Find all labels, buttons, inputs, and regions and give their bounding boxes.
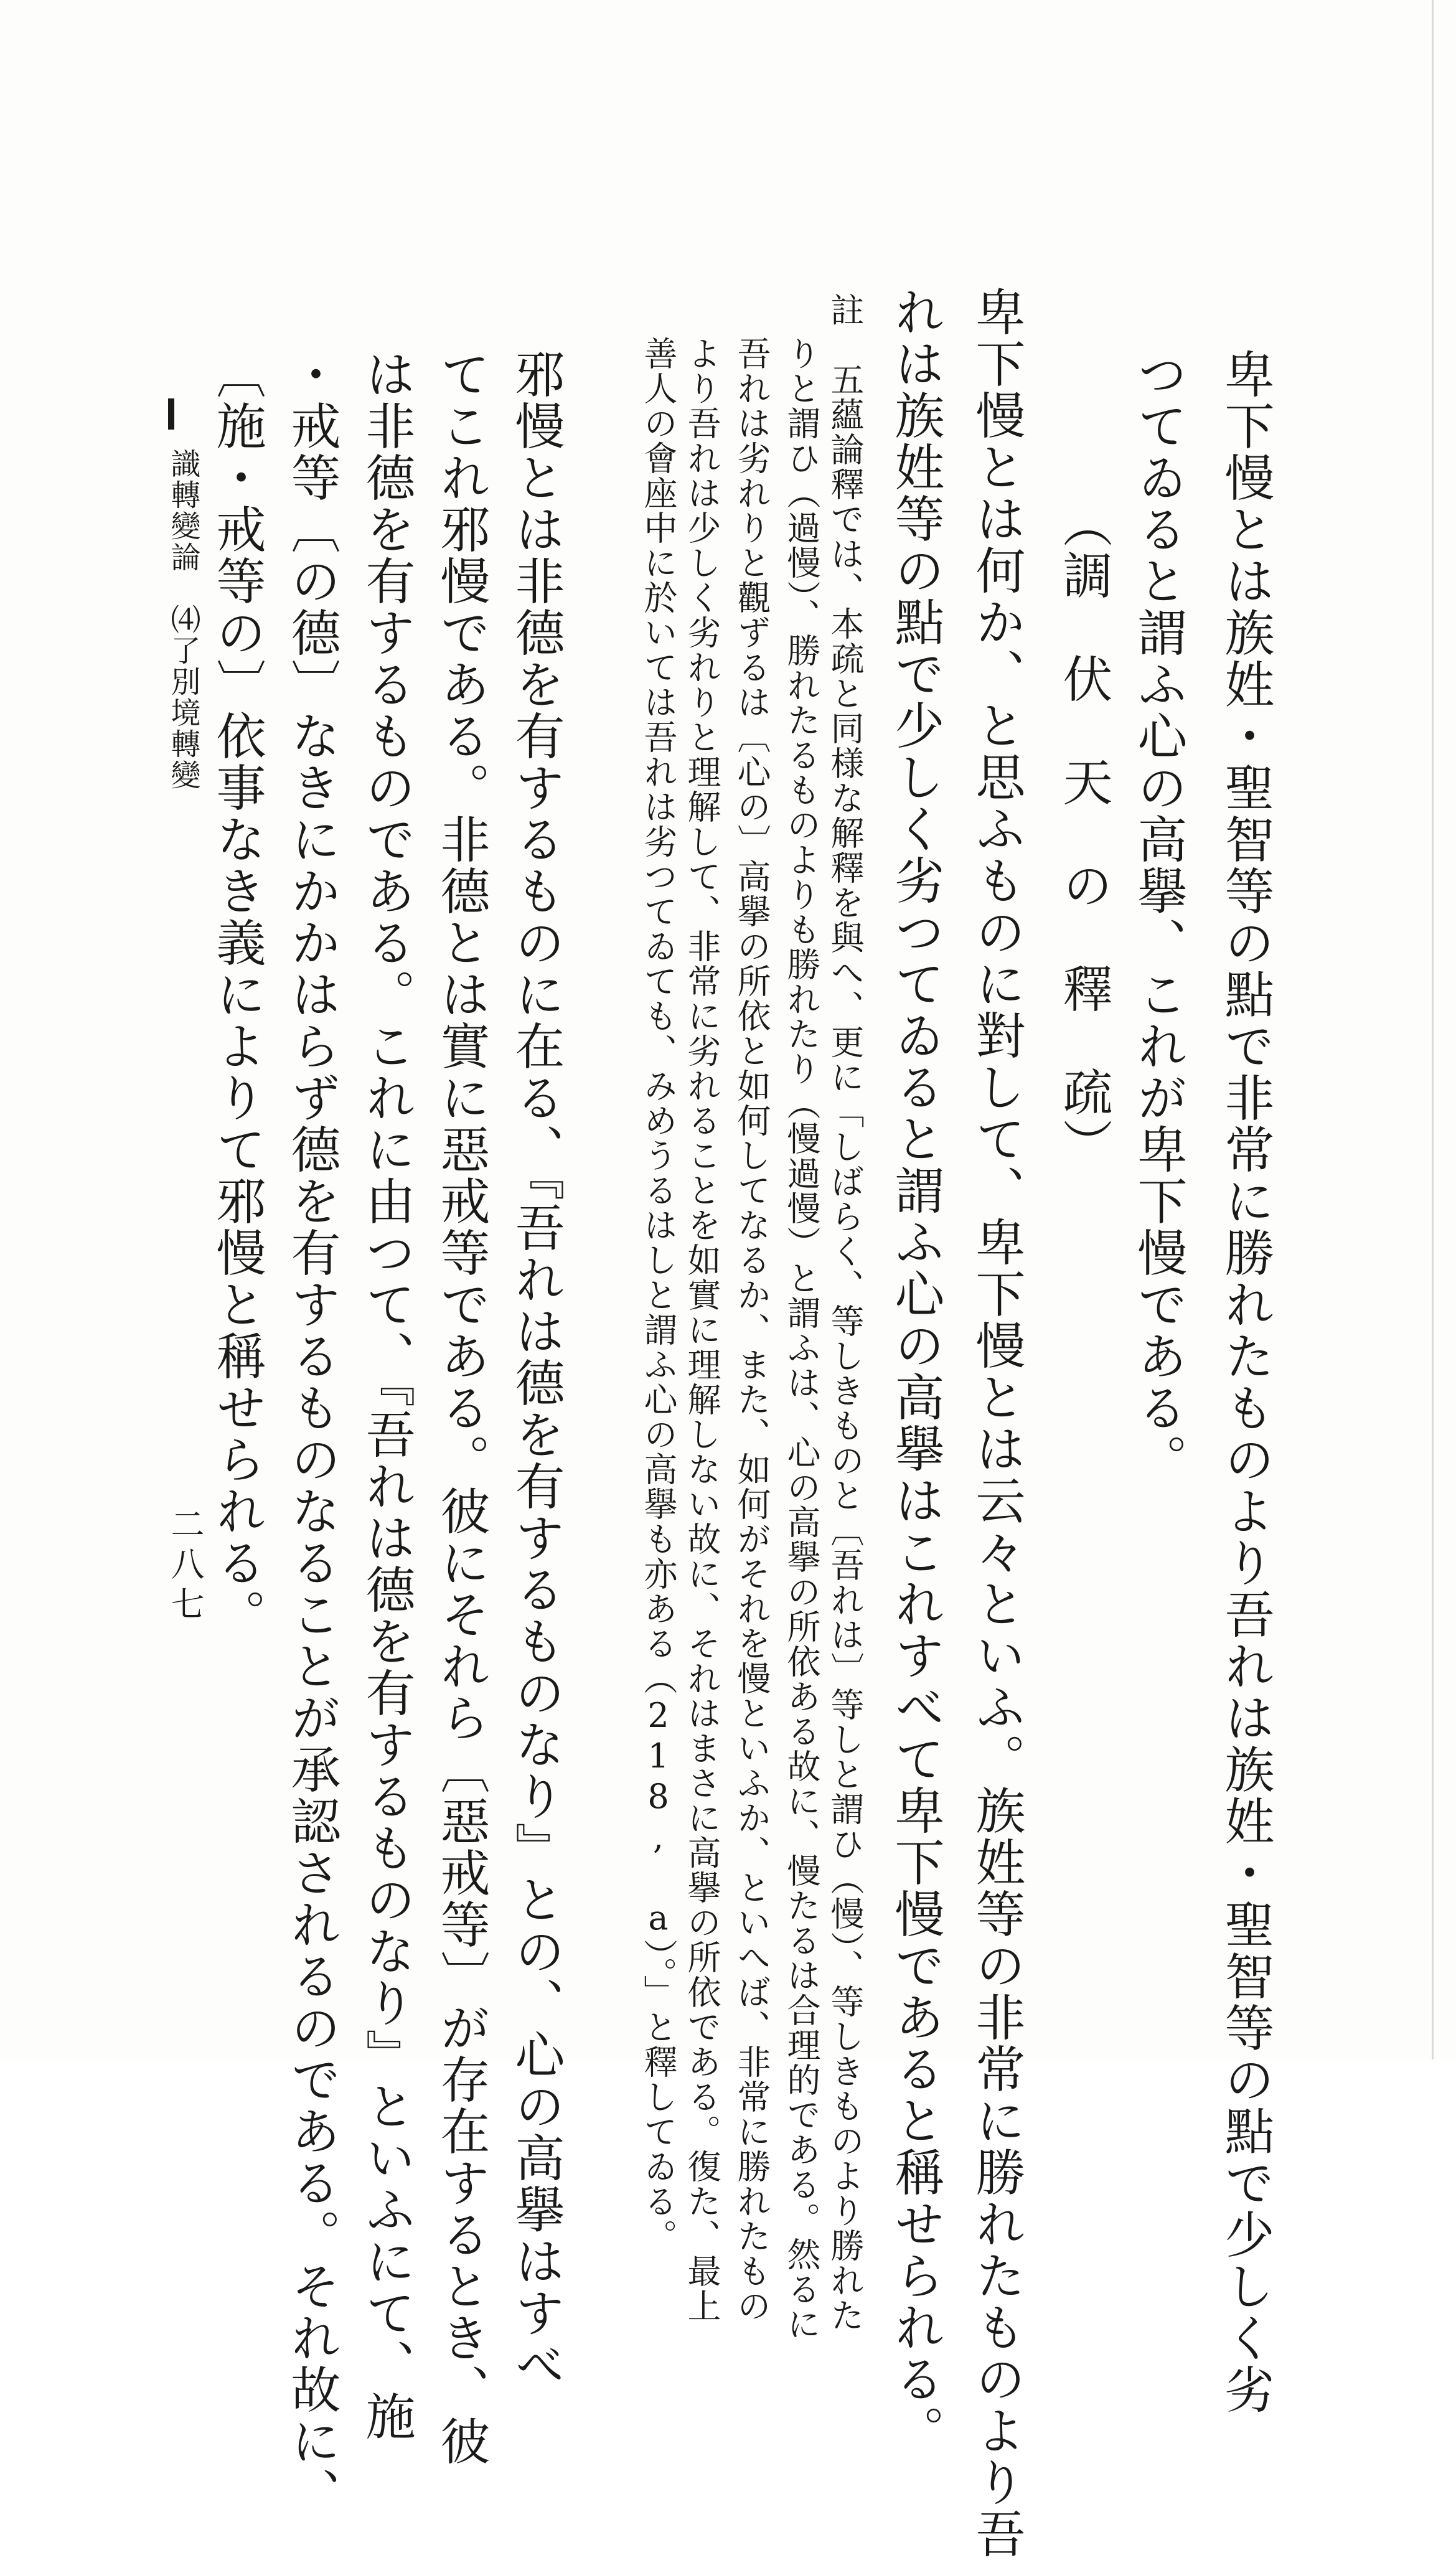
main-text-column-3: 卑下慢とは何か、と思ふものに對して、卑下慢とは云々といふ。族姓等の非常に勝れたものより吾 <box>967 286 1025 2560</box>
page-edge-line <box>1432 0 1434 2059</box>
section-heading: （調 伏 天 の 釋 疏） <box>1054 498 1112 1170</box>
note-column-1: 註 五蘊論釋では、本疏と同様な解釋を與へ、更に「しばらく、等しきものと〔吾れは〕等しと謂ひ（慢）、等しきものより勝れた <box>825 293 865 2333</box>
note-column-5: 善人の會座中に於いては吾れは劣つてゐても、みめうるはしと謂ふ心の高擧も亦ある（218, a）。」と釋してゐる。 <box>639 336 678 2254</box>
note-column-4: より吾れは少しく劣れりと理解して、非常に劣れることを如實に理解しない故に、それはまさに高擧の所依である。復た、最上 <box>682 336 721 2323</box>
body-text-column-3: は非德を有するものである。これに由つて、『吾れは德を有するものなり』といふにて、施 <box>357 349 415 2442</box>
body-text-column-1: 邪慢とは非德を有するものに在る、『吾れは德を有するものなり』との、心の高擧はすべ <box>507 349 565 2391</box>
footer-dash <box>168 398 174 430</box>
running-head: 識轉變論 ⑷了別境轉變 <box>166 448 200 791</box>
main-text-column-1: 卑下慢とは族姓・聖智等の點で非常に勝れたものより吾れは族姓・聖智等の點で少しく劣 <box>1216 349 1274 2416</box>
body-text-column-2: てこれ邪慢である。非德とは實に惡戒等である。彼にそれら〔惡戒等〕が存在するとき、彼 <box>432 349 490 2467</box>
note-column-3: 吾れは劣れりと觀ずるは〔心の〕高擧の所依と如何してなるか、また、如何がそれを慢といふか、といへば、非常に勝れたもの <box>732 336 771 2323</box>
body-text-column-4: ・戒等〔の德〕なきにかかはらず德を有するものなることが承認されるのである。それ故に、 <box>283 349 341 2519</box>
main-text-column-2: つてゐると謂ふ心の高擧、これが卑下慢である。 <box>1129 349 1187 1485</box>
main-text-column-4: れは族姓等の點で少しく劣つてゐると謂ふ心の高擧はこれすべて卑下慢であると稱せられる。 <box>886 286 944 2457</box>
page-number: 二八七 <box>166 1507 205 1626</box>
note-column-2: りと謂ひ（過慢）、勝れたるものよりも勝れたり（慢過慢）と謂ふは、心の高擧の所依ある故に、慢たるは合理的である。然るに <box>782 336 821 2341</box>
body-text-column-5: 〔施・戒等の〕依事なき義によりて邪慢と稱せられる。 <box>208 349 266 1640</box>
